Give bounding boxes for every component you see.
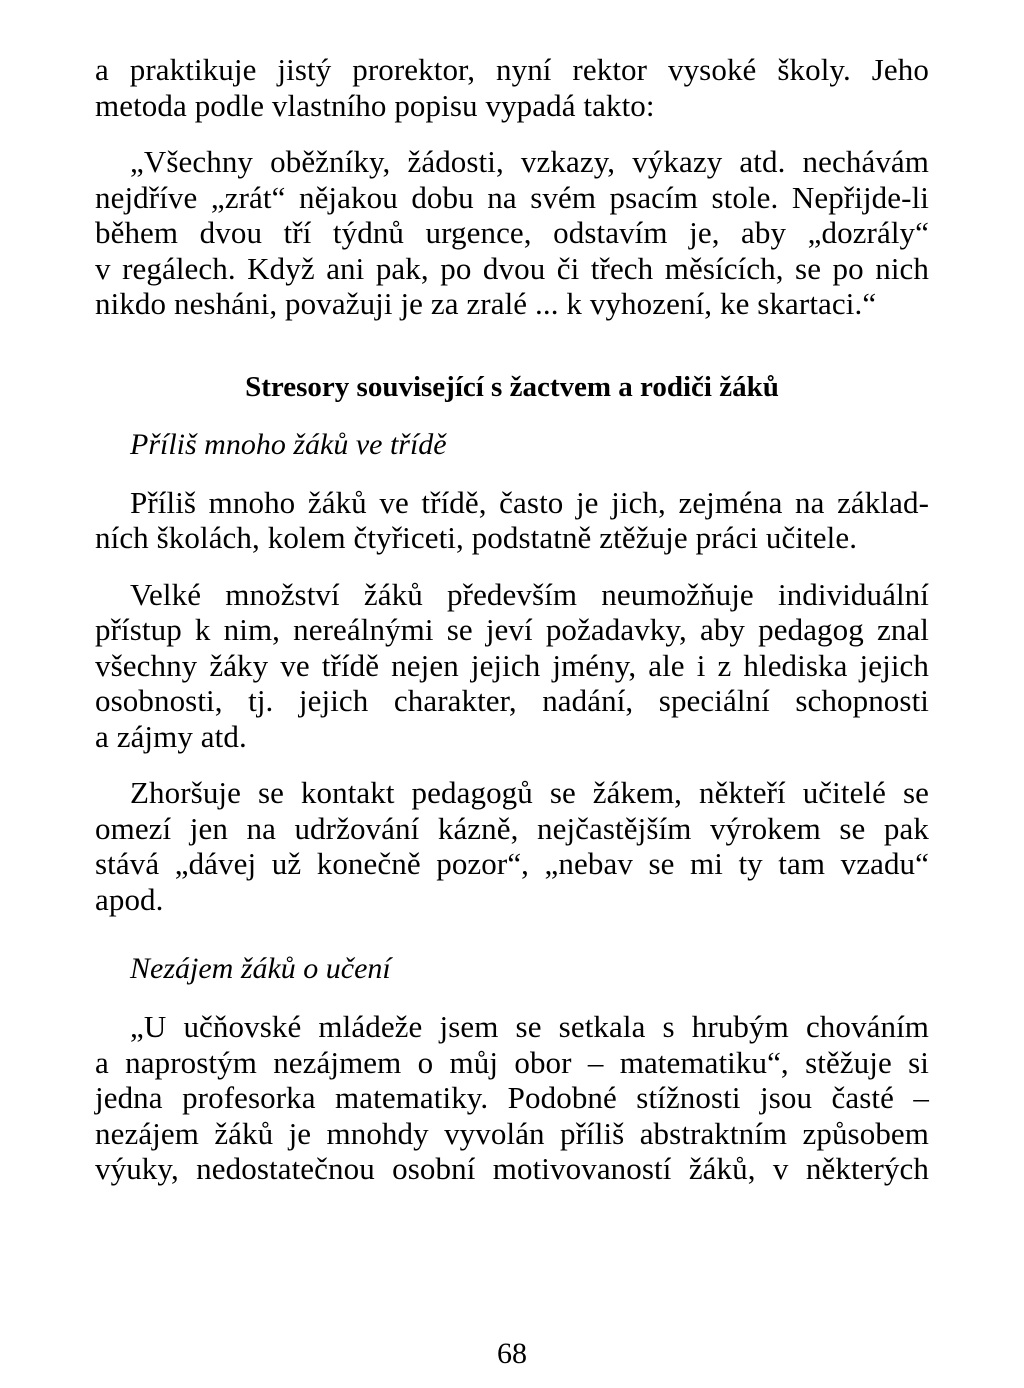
text-line: všechny žáky ve třídě nejen jejich jmény, ale i z hlediska jejich [95,647,929,683]
subsection-title: Nezájem žáků o učení [130,952,391,985]
text-line: a zájmy atd. [95,718,247,754]
text-line: ních školách, kolem čtyřiceti, podstatně ztěžuje práci učitele. [95,520,858,555]
body-paragraph [95,485,929,556]
page-number: 68 [497,1337,527,1370]
text-line: omezí jen na udržování kázně, nejčastějším výrokem se pak [95,810,929,846]
text-line: jedna profesorka matematiky. Podobné stížnosti jsou časté – [95,1080,929,1115]
text-line: stává „dávej už konečně pozor“, „nebav se mi ty tam vzadu“ [95,846,929,881]
text-line: metoda podle vlastního popisu vypadá takto: [95,87,655,123]
text-line: Velké množství žáků především neumožňuje individuální [130,576,929,612]
text-line: přístup k nim, nereálnými se jeví požadavky, aby pedagog znal [95,612,929,647]
text-line: během dvou tří týdnů urgence, odstavím je, aby „dozrály“ [95,215,929,250]
text-line: nezájem žáků je mnohdy vyvolán příliš abstraktním způsobem [95,1115,929,1151]
body-paragraph [95,1009,929,1187]
text-line: nejdříve „zrát“ nějakou dobu na svém psacím stole. Nepřijde-li [95,179,929,215]
body-paragraph [95,775,929,917]
text-line: Zhoršuje se kontakt pedagogů se žákem, někteří učitelé se [130,775,929,810]
intro-paragraph [95,52,929,123]
text-line: Příliš mnoho žáků ve třídě, často je jich, zejména na základ- [130,484,929,520]
section-heading: Stresory související s žactvem a rodiči žáků [245,370,779,403]
text-line: nikdo nesháni, považuji je za zralé ... k vyhození, ke skartaci.“ [95,286,877,321]
page-body [95,52,929,1187]
text-line: „U učňovské mládeže jsem se setkala s hrubým chováním [130,1009,929,1044]
subsection-title: Příliš mnoho žáků ve třídě [130,427,447,461]
text-line: v regálech. Když ani pak, po dvou či třech měsících, se po nich [95,250,929,286]
text-line: a naprostým nezájmem o můj obor – matematiku“, stěžuje si [95,1044,929,1080]
body-paragraph [95,577,929,755]
text-line: a praktikuje jistý prorektor, nyní rektor vysoké školy. Jeho [95,52,929,87]
quote-paragraph [95,144,929,322]
text-line: apod. [95,881,164,917]
text-line: „Všechny oběžníky, žádosti, vzkazy, výkazy atd. nechávám [130,144,929,179]
text-line: osobnosti, tj. jejich charakter, nadání, speciální schopnosti [95,683,929,718]
text-line: výuky, nedostatečnou osobní motivovaností žáků, v některých [95,1151,929,1186]
